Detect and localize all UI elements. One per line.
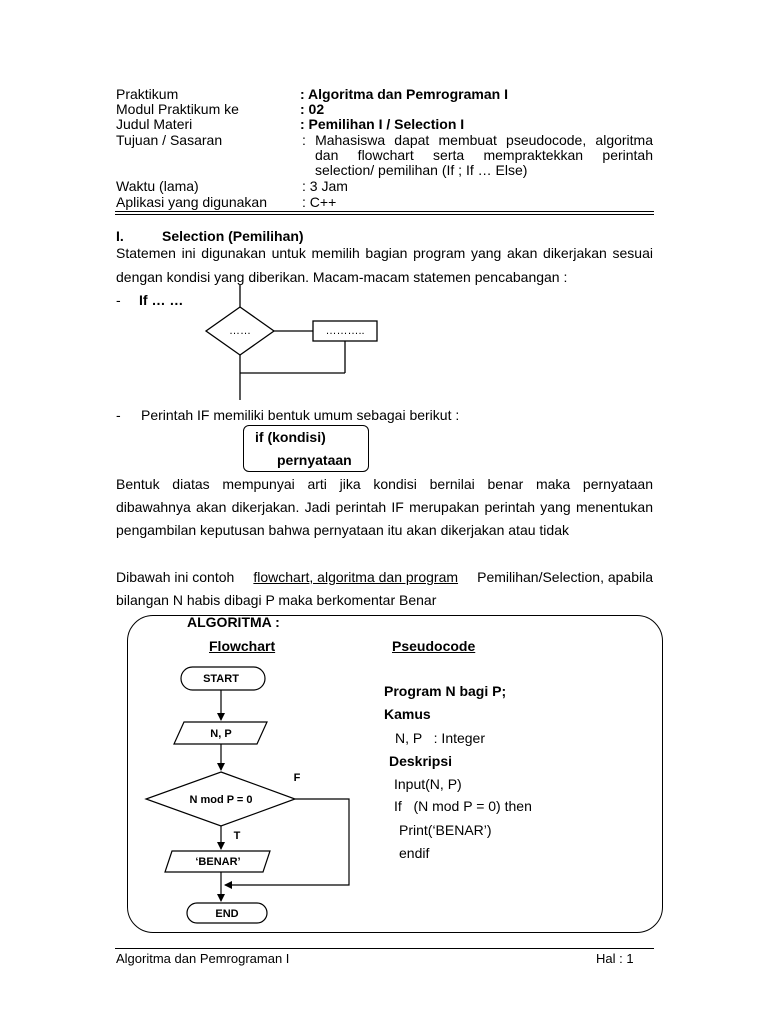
pseudo-kamus: Kamus [384,706,431,722]
flowchart-start-text: START [203,673,239,685]
value-waktu: : 3 Jam [302,178,348,194]
label-waktu: Waktu (lama) [116,178,199,194]
footer-rule [115,948,654,949]
value-aplikasi: : C++ [302,194,337,210]
section-title: Selection (Pemilihan) [162,228,304,244]
label-modul: Modul Praktikum ke [116,101,239,117]
pseudo-deskripsi: Deskripsi [389,753,453,769]
if-diagram-diamond-text: …… [229,325,251,337]
example-link: flowchart, algoritma dan program [253,569,459,585]
if-diagram [195,285,385,400]
algoritma-title: ALGORITMA : [187,614,280,630]
pseudo-line-3: Print(‘BENAR’) [399,822,492,838]
para-line-1: Bentuk diatas mempunyai arti jika kondisi bernilai benar maka pernyataan [116,476,653,492]
flowchart-decision-text: N mod P = 0 [189,794,253,806]
footer-right: Hal : 1 [596,951,634,966]
section-number: I. [116,228,124,244]
value-judul: : Pemilihan I / Selection I [300,116,465,132]
pseudo-line-4: endif [399,845,430,861]
intro-line-2: dengan kondisi yang diberikan. Macam-macam statemen pencabangan : [116,269,568,285]
pseudo-vars: N, P : Integer [395,730,486,746]
bullet-if: If … … [139,292,184,308]
example-suffix: Pemilihan/Selection, apabila [473,569,653,585]
label-tujuan: Tujuan / Sasaran [116,132,223,148]
para-line-3: pengambilan keputusan bahwa pernyataan itu akan dikerjakan atau tidak [116,522,569,538]
para-line-2: dibawahnya akan dikerjakan. Jadi perintah IF merupakan perintah yang menentukan [116,499,653,515]
flowchart [140,660,360,930]
example-prefix: Dibawah ini contoh [116,569,239,585]
syntax-line-1: if (kondisi) [255,429,326,445]
footer-left: Algoritma dan Pemrograman I [116,951,290,966]
value-tujuan-line1: : Mahasiswa dapat membuat pseudocode, algoritma [302,132,653,148]
value-tujuan-line2: dan flowchart serta mempraktekkan perintah [315,147,653,163]
value-tujuan-line3: selection/ pemilihan (If ; If … Else) [315,162,528,178]
flowchart-heading: Flowchart [209,638,276,654]
pseudo-line-2: If (N mod P = 0) then [394,798,532,814]
bullet-dash: - [116,292,121,308]
flowchart-input-text: N, P [210,728,232,740]
label-judul: Judul Materi [116,116,193,132]
header-rule-bottom [115,214,654,215]
flowchart-end-text: END [215,908,239,920]
example-line-2: bilangan N habis dibagi P maka berkomentar Benar [116,592,437,608]
header-rule-top [115,211,654,212]
pseudo-program: Program N bagi P; [384,683,507,699]
intro-line-1: Statemen ini digunakan untuk memilih bagian program yang akan dikerjakan sesuai [116,245,653,261]
if-diagram-box-text: ……….. [325,325,365,337]
label-aplikasi: Aplikasi yang digunakan [116,194,267,210]
label-praktikum: Praktikum [116,86,179,102]
example-line-1 [116,569,653,585]
pseudo-line-1: Input(N, P) [394,776,462,792]
syntax-line-2: pernyataan [277,452,352,468]
bullet2-text: Perintah IF memiliki bentuk umum sebagai berikut : [141,407,460,423]
pseudocode-heading: Pseudocode [392,638,476,654]
bullet2-dash: - [116,407,121,423]
value-praktikum: : Algoritma dan Pemrograman I [300,86,508,102]
value-modul: : 02 [300,101,325,117]
flowchart-true-label: T [233,830,241,842]
flowchart-output-text: ‘BENAR’ [195,856,241,868]
flowchart-false-label: F [293,772,301,784]
